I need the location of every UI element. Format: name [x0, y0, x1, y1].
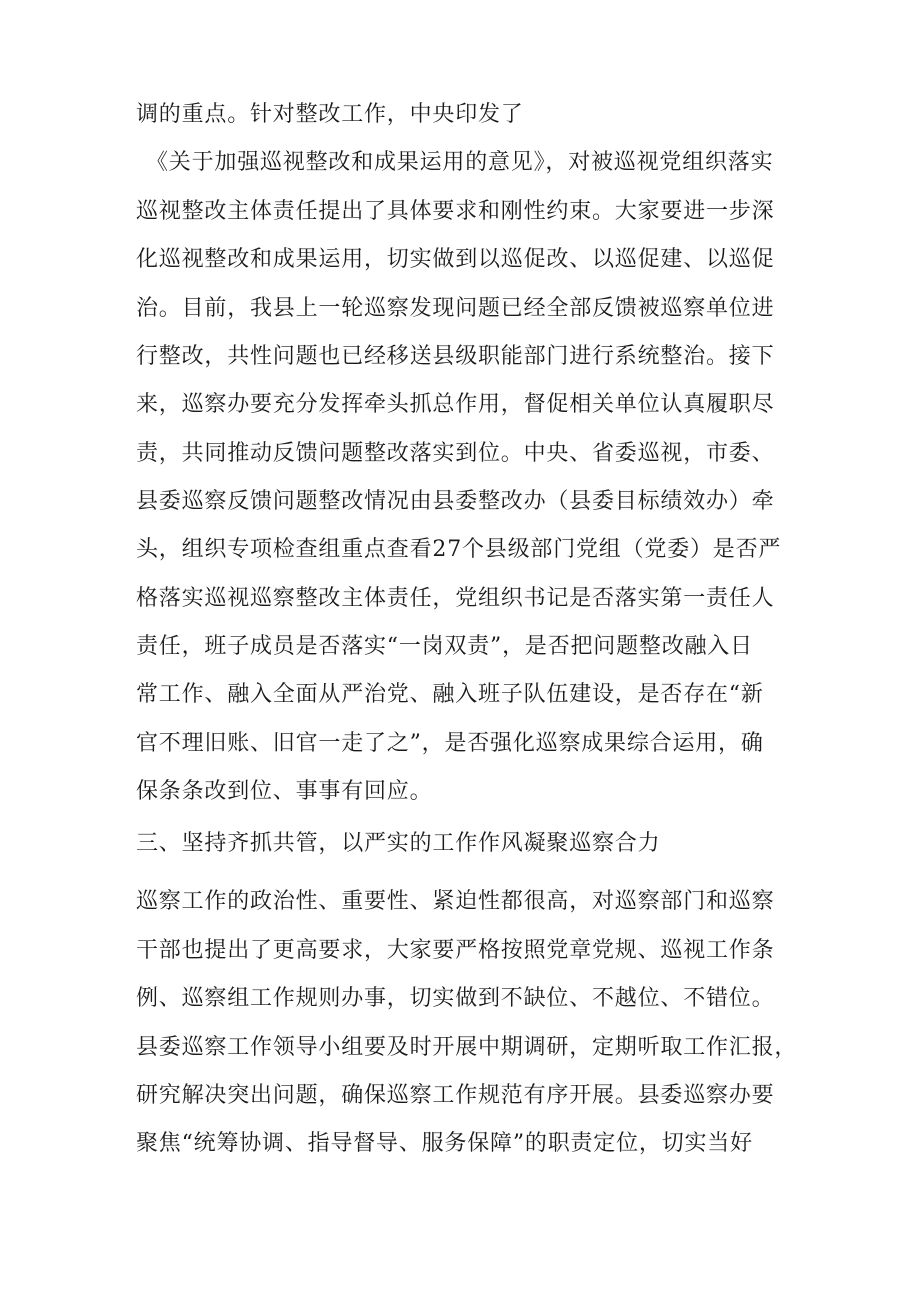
section-heading: 三、坚持齐抓共管，以严实的工作作风凝聚巡察合力 [136, 831, 661, 856]
paragraph-line: 县委巡察反馈问题整改情况由县委整改办（县委目标绩效办）牵 [136, 489, 775, 514]
paragraph-line: 化巡视整改和成果运用，切实做到以巡促改、以巡促建、以巡促 [136, 247, 775, 272]
paragraph-line: 常工作、融入全面从严治党、融入班子队伍建设，是否存在“新 [136, 682, 764, 707]
paragraph-line: 《关于加强巡视整改和成果运用的意见》，对被巡视党组织落实 [146, 150, 774, 175]
paragraph-line: 调的重点。针对整改工作，中央印发了 [136, 102, 524, 127]
paragraph-line: 官不理旧账、旧官一走了之”，是否强化巡察成果综合运用，确 [136, 731, 764, 756]
paragraph-line: 干部也提出了更高要求，大家要严格按照党章党规、巡视工作条 [136, 938, 775, 963]
paragraph-line: 例、巡察组工作规则办事，切实做到不缺位、不越位、不错位。 [136, 986, 775, 1011]
paragraph-line: 责，共同推动反馈问题整改落实到位。中央、省委巡视，市委、 [136, 441, 775, 466]
paragraph-line: 研究解决突出问题，确保巡察工作规范有序开展。县委巡察办要 [136, 1083, 775, 1108]
paragraph-line: 来，巡察办要充分发挥牵头抓总作用，督促相关单位认真履职尽 [136, 392, 775, 417]
paragraph-line: 聚焦“统筹协调、指导督导、服务保障”的职责定位，切实当好 [136, 1131, 753, 1156]
paragraph-line: 治。目前，我县上一轮巡察发现问题已经全部反馈被巡察单位进 [136, 296, 775, 321]
paragraph-line: 责任，班子成员是否落实“一岗双责”，是否把问题整改融入日 [136, 634, 753, 659]
paragraph-line: 头，组织专项检查组重点查看27个县级部门党组（党委）是否严 [136, 537, 782, 562]
paragraph-line: 巡察工作的政治性、重要性、紧迫性都很高，对巡察部门和巡察 [136, 889, 775, 914]
paragraph-line: 县委巡察工作领导小组要及时开展中期调研，定期听取工作汇报， [136, 1035, 798, 1060]
paragraph-line: 行整改，共性问题也已经移送县级职能部门进行系统整治。接下 [136, 344, 775, 369]
paragraph-line: 巡视整改主体责任提出了具体要求和刚性约束。大家要进一步深 [136, 199, 775, 224]
paragraph-line: 格落实巡视巡察整改主体责任，党组织书记是否落实第一责任人 [136, 586, 775, 611]
paragraph-line: 保条条改到位、事事有回应。 [136, 779, 433, 804]
